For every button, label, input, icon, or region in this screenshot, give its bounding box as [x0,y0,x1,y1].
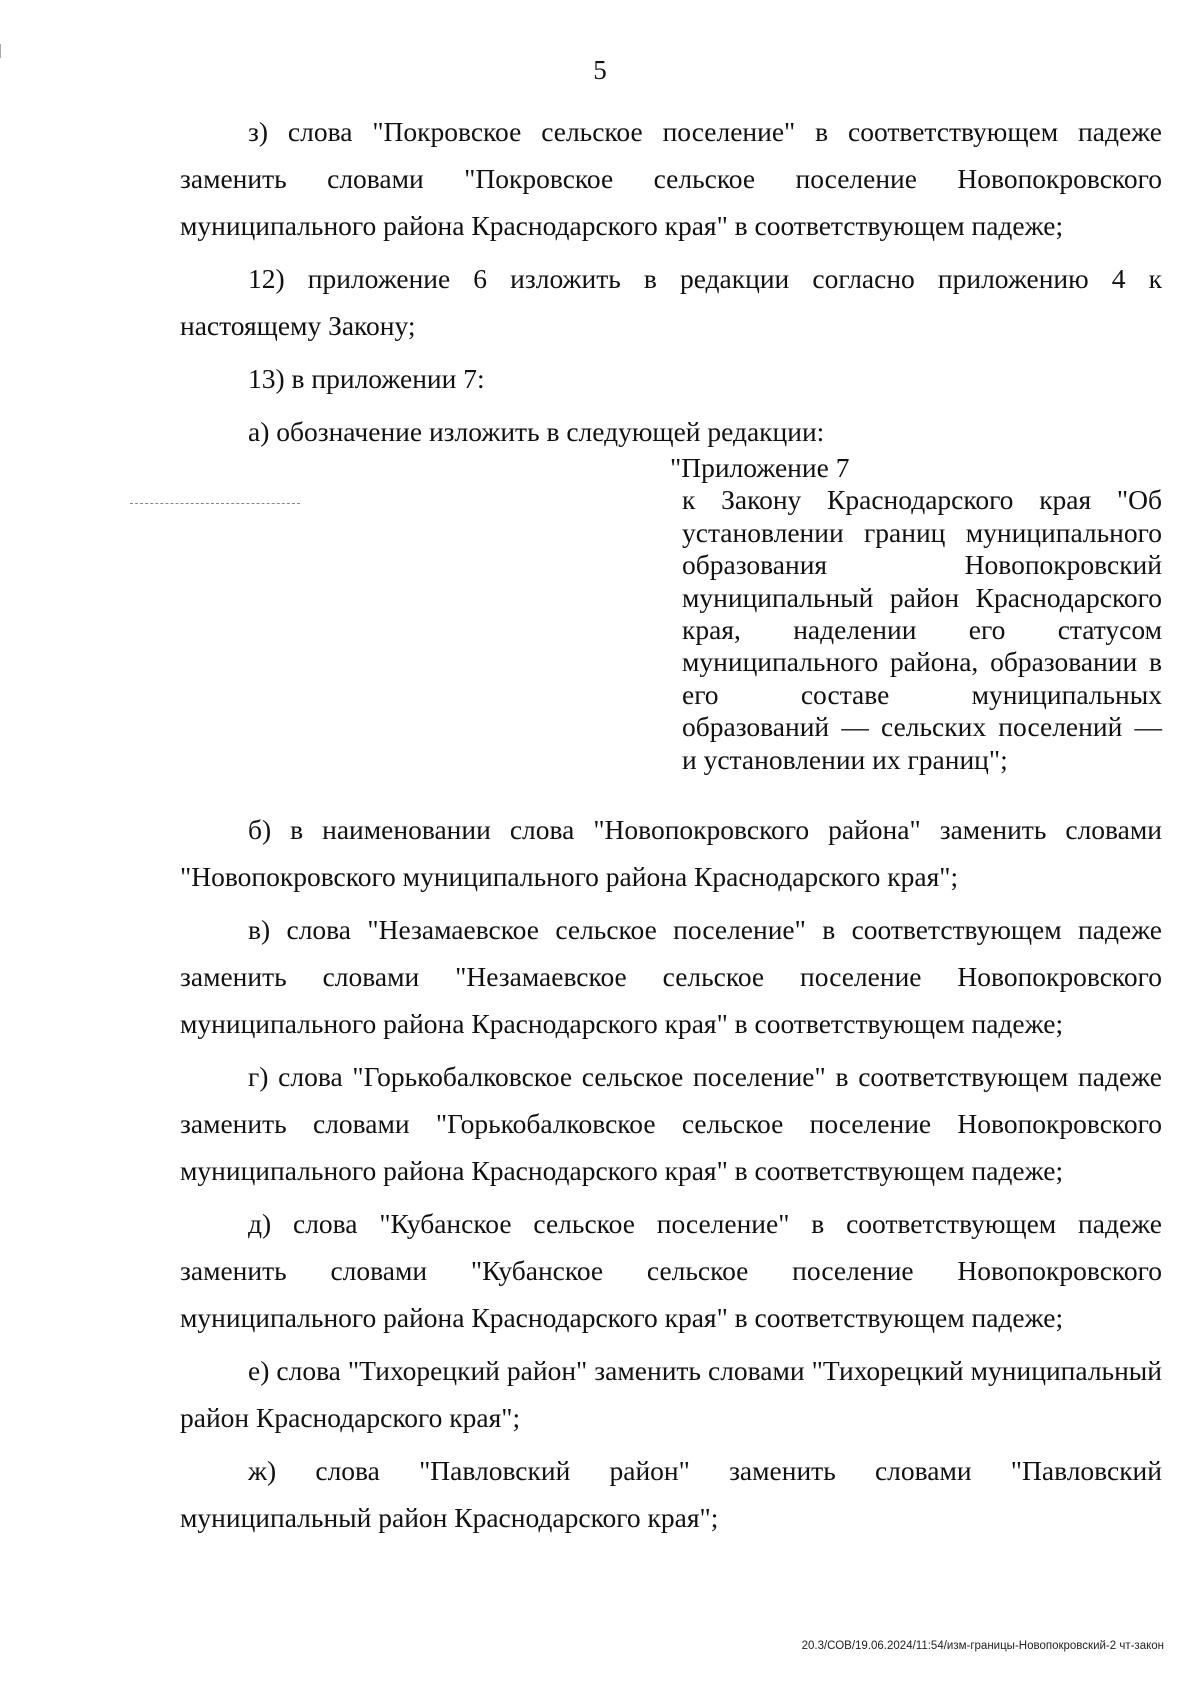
appendix-body: к Закону Краснодарского края "Об установлении границ муниципального образования Новопокровский муниципальный район Краснодарского края, наделении его статусом муниципального района, образовании в его составе муниципальных образований — сельских поселений — и установлении их границ"; [682,484,1162,775]
paragraph-z: з) слова "Покровское сельское поселение" в соответствующем падеже заменить словами "Покровское сельское поселение Новопокровского муниципального района Краснодарского края" в соответствующем падеже; [180,116,1162,241]
footer-document-code: 20.3/СОВ/19.06.2024/11:54/изм-границы-Новопокровский-2 чт-закон [801,1640,1164,1652]
appendix-reference-block [670,452,1162,776]
appendix-title: "Приложение 7 [670,452,850,483]
document-body-top [180,108,1162,461]
paragraph-v: в) слова "Незамаевское сельское поселение" в соответствующем падеже заменить словами "Незамаевское сельское поселение Новопокровского муниципального района Краснодарского края" в соответствующем падеже; [180,914,1162,1039]
dashed-line-mark [130,503,300,504]
paragraph-b: б) в наименовании слова "Новопокровского района" заменить словами "Новопокровского муниципального района Краснодарского края"; [180,814,1162,892]
paragraph-item-13: 13) в приложении 7: [248,363,485,394]
paragraph-item-12: 12) приложение 6 изложить в редакции согласно приложению 4 к настоящему Закону; [180,263,1162,341]
page-number: 5 [593,55,607,85]
document-body-bottom [180,806,1162,1547]
paragraph-d: д) слова "Кубанское сельское поселение" в соответствующем падеже заменить словами "Кубанское сельское поселение Новопокровского муниципального района Краснодарского края" в соответствующем падеже; [180,1208,1162,1333]
paragraph-g: г) слова "Горькобалковское сельское поселение" в соответствующем падеже заменить словами "Горькобалковское сельское поселение Новопокровского муниципального района Краснодарского края" в соответствующем падеже; [180,1061,1162,1186]
paragraph-e: е) слова "Тихорецкий район" заменить словами "Тихорецкий муниципальный район Краснодарского края"; [180,1355,1162,1433]
paragraph-a: а) обозначение изложить в следующей редакции: [248,416,825,447]
paragraph-zh: ж) слова "Павловский район" заменить словами "Павловский муниципальный район Краснодарского края"; [180,1455,1162,1533]
